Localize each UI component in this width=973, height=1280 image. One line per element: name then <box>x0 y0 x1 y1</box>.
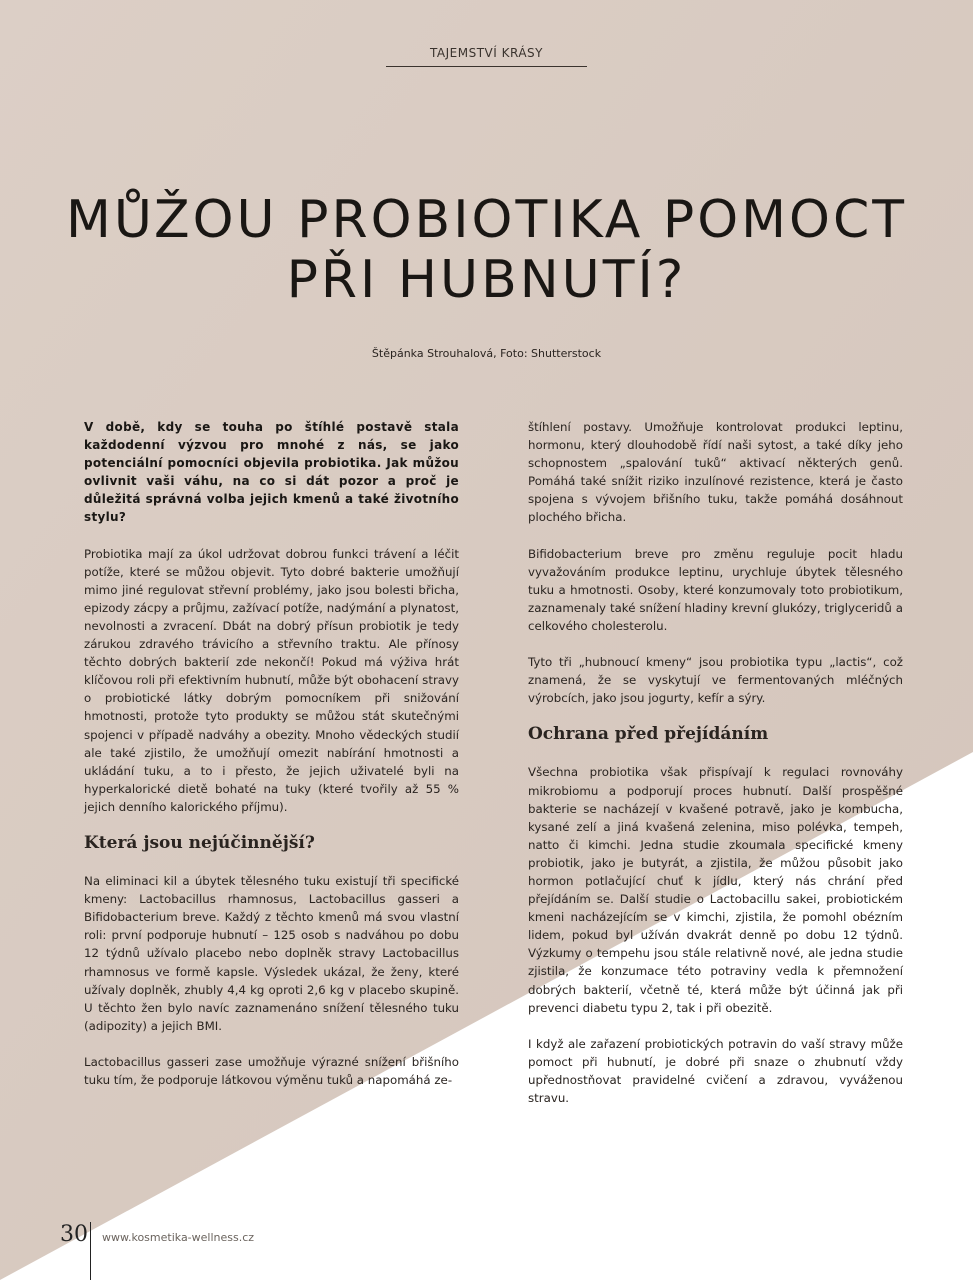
section-label: TAJEMSTVÍ KRÁSY <box>430 46 543 60</box>
body-paragraph: Všechna probiotika však přispívají k regulaci rovnováhy mikrobiomu a podporují proces hubnutí. Další prospěšné bakterie se nacházejí v kvašené potravě, jako je kombucha, kysané zelí a jiná kvašená zelenina, miso polévka, tempeh, natto či kimchi. Jedna studie zkoumala specifické kmeny probiotik, jako je butyrát, a zjistila, že můžou působit jako hormon potlačující chuť k jídlu, který nás chrání před přejídáním se. Další studie o Lactobacillu sakei, probiotickém kmeni nacházejícím se v kimchi, zjistila, že pomohl obézním lidem, pokud byl užíván dvakrát denně po dobu 12 týdnů. Výzkumy o tempehu jsou stále relativně nové, ale jedna studie zjistila, že konzumace této potraviny vedla k přemnožení dobrých bakterií, včetně té, která může být účinná jak při prevenci diabetu typu 2, tak i při obezitě. <box>528 765 903 1015</box>
body-paragraph: štíhlení postavy. Umožňuje kontrolovat produkci leptinu, hormonu, který dlouhodobě řídí naši sytost, a také díky jeho schopnostem „spalování tuků“ aktivací některých genů. Pomáhá také snížit riziko inzulínové rezistence, která je často spojena s vývojem břišního tuku, takže pomáhá dosáhnout plochého břicha. <box>528 420 903 525</box>
subheading: Ochrana před přejídáním <box>528 724 769 745</box>
byline: Štěpánka Strouhalová, Foto: Shutterstock <box>371 347 602 360</box>
body-paragraph: Na eliminaci kil a úbytek tělesného tuku existují tři specifické kmeny: Lactobacillus rhamnosus, Lactobacillus gasseri a Bifidobacterium breve. Každý z těchto kmenů má svou vlastní roli: první podporuje hubnutí – 125 osob s nadváhou po dobu 12 týdnů užívalo placebo nebo doplněk stravy Lactobacillus rhamnosus ve formě kapsle. Výsledek ukázal, že ženy, které užívaly doplněk, zhubly 4,4 kg oproti 2,6 kg v placebo skupině. U těchto žen bylo navíc zaznamenáno snížení tělesného tuku (adipozity) a jejich BMI. <box>84 874 459 1033</box>
subheading: Která jsou nejúčinnější? <box>84 832 315 853</box>
page-number: 30 <box>60 1222 88 1247</box>
website-link[interactable]: www.kosmetika-wellness.cz <box>102 1231 255 1244</box>
lead-paragraph: V době, kdy se touha po štíhlé postavě stala každodenní výzvou pro mnohé z nás, se jako potenciální pomocníci objevila probiotika. Jak můžou ovlivnit vaši váhu, na co si dát pozor a proč je důležitá správná volba jejich kmenů a také životního stylu? <box>84 420 459 525</box>
body-paragraph: Probiotika mají za úkol udržovat dobrou funkci trávení a léčit potíže, které se můžou objevit. Tyto dobré bakterie umožňují mimo jiné regulovat střevní problémy, jako jsou bolesti břicha, epizody zácpy a průjmu, zažívací potíže, nadýmání a plynatost, nevolnosti a zvracení. Dbát na dobrý přísun probiotik je tedy zárukou zdravého trávicího a střevního traktu. Ale přínosy těchto dobrých bakterií zde nekončí! Pokud má výživa hrát klíčovou roli při efektivním hubnutí, může být obohacení stravy o probiotické látky dobrým pomocníkem při snižování hmotnosti, protože tyto produkty se můžou stát skutečnými spojenci v případě nadváhy a obezity. Mnoho vědeckých studií ale také zjistilo, že umožňují omezit nabírání hmotnosti a ukládání tuku, a to i přesto, že jejich uživatelé byli na hyperkalorické dietě bohaté na tuky (které tvořily až 55 % jejich denního kalorického příjmu). <box>84 546 459 814</box>
footer-divider <box>90 1222 91 1280</box>
body-paragraph: Tyto tři „hubnoucí kmeny“ jsou probiotika typu „lactis“, což znamená, že se vyskytují ve fermentovaných mléčných výrobcích, jako jsou jogurty, kefír a sýry. <box>528 655 903 706</box>
right-column <box>528 418 903 1125</box>
section-rule <box>386 66 587 67</box>
body-paragraph: Lactobacillus gasseri zase umožňuje výrazné snížení břišního tuku tím, že podporuje látkovou výměnu tuků a napomáhá ze- <box>84 1054 459 1087</box>
article-title: MŮŽOU PROBIOTIKA POMOCT PŘI HUBNUTÍ? <box>65 190 908 310</box>
left-column <box>84 418 459 1107</box>
body-paragraph: I když ale zařazení probiotických potravin do vaší stravy může pomoct při hubnutí, je dobré při snaze o zhubnutí vždy upřednostňovat pravidelné cvičení a zdravou, vyváženou stravu. <box>528 1036 903 1105</box>
body-paragraph: Bifidobacterium breve pro změnu reguluje pocit hladu vyvažováním produkce leptinu, urychluje úbytek tělesného tuku a hmotnosti. Osoby, které konzumovaly toto probiotikum, zaznamenaly také snížení hladiny krevní glukózy, triglyceridů a celkového cholesterolu. <box>528 546 903 633</box>
